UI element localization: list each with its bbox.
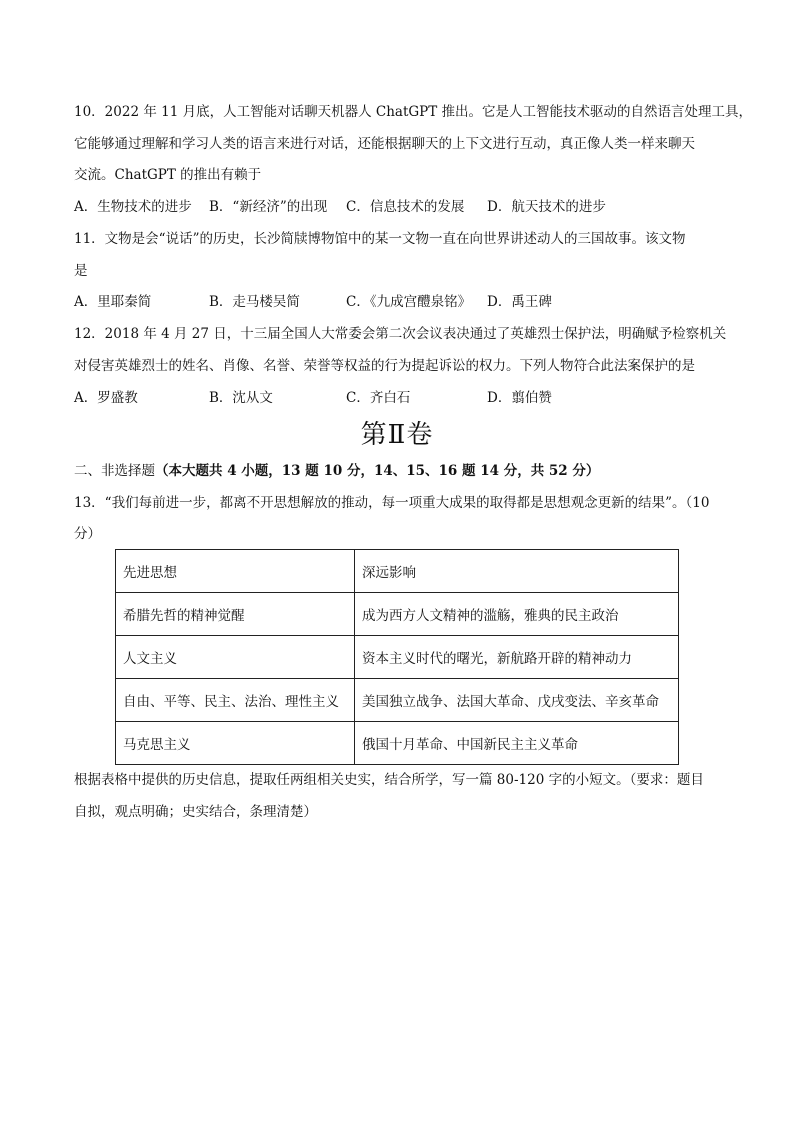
q11-option-b: B．走马楼吴简 — [209, 294, 300, 310]
table-header-row — [116, 550, 679, 593]
q12-option-c: C．齐白石 — [346, 390, 411, 406]
q11-option-a: A．里耶秦简 — [74, 294, 152, 310]
table-header-cell: 先进思想 — [116, 550, 355, 593]
table-cell-impact: 资本主义时代的曙光，新航路开辟的精神动力 — [355, 636, 679, 679]
q11-option-d: D．禹王碑 — [487, 294, 552, 310]
q13-prompt-line-2: 自拟，观点明确；史实结合，条理清楚） — [74, 804, 317, 820]
q12-option-d: D．翦伯赞 — [487, 390, 552, 406]
q10-option-c: C．信息技术的发展 — [346, 199, 465, 215]
section-heading — [74, 462, 599, 480]
table-row — [116, 593, 679, 636]
table-cell-idea: 希腊先哲的精神觉醒 — [116, 593, 355, 636]
q11-option-c: C．《九成宫醴泉铭》 — [346, 294, 472, 310]
q11-stem-line-1: 11．文物是会“说话”的历史，长沙简牍博物馆中的某一文物一直在向世界讲述动人的三国故事。该文物 — [74, 231, 686, 247]
section-note: （本大题共 4 小题，13 题 10 分，14、15、16 题 14 分，共 52 分） — [155, 463, 600, 479]
table-cell-impact: 俄国十月革命、中国新民主主义革命 — [355, 722, 679, 765]
section-label: 二、非选择题 — [74, 463, 155, 479]
q10-option-d: D．航天技术的进步 — [487, 199, 606, 215]
q12-stem-line-2: 对侵害英雄烈士的姓名、肖像、名誉、荣誉等权益的行为提起诉讼的权力。下列人物符合此法案保护的是 — [74, 358, 695, 374]
q10-option-a: A．生物技术的进步 — [74, 199, 192, 215]
q10-stem-line-2: 它能够通过理解和学习人类的语言来进行对话，还能根据聊天的上下文进行互动，真正像人类一样来聊天 — [74, 136, 695, 152]
q13-stem-line-2: 分） — [74, 526, 101, 542]
ideas-table — [115, 549, 679, 765]
q12-stem-line-1: 12．2018 年 4 月 27 日，十三届全国人大常委会第二次会议表决通过了英雄烈士保护法，明确赋予检察机关 — [74, 326, 727, 342]
q13-stem-line-1: 13．“我们每前进一步，都离不开思想解放的推动，每一项重大成果的取得都是思想观念更新的结果”。（10 — [74, 495, 710, 511]
table-cell-idea: 自由、平等、民主、法治、理性主义 — [116, 679, 355, 722]
q12-option-b: B．沈从文 — [209, 390, 273, 406]
q10-stem-line-3: 交流。ChatGPT 的推出有赖于 — [74, 167, 262, 183]
q13-prompt-line-1: 根据表格中提供的历史信息，提取任两组相关史实，结合所学，写一篇 80-120 字的小短文。（要求：题目 — [74, 772, 704, 788]
part-title: 第Ⅱ卷 — [360, 420, 434, 450]
table-cell-impact: 成为西方人文精神的滥觞，雅典的民主政治 — [355, 593, 679, 636]
q10-option-b: B．“新经济”的出现 — [209, 199, 328, 215]
table-header-cell: 深远影响 — [355, 550, 679, 593]
q12-option-a: A．罗盛教 — [74, 390, 138, 406]
table-cell-idea: 人文主义 — [116, 636, 355, 679]
table-cell-idea: 马克思主义 — [116, 722, 355, 765]
table-row — [116, 636, 679, 679]
q10-stem-line-1: 10．2022 年 11 月底，人工智能对话聊天机器人 ChatGPT 推出。它是人工智能技术驱动的自然语言处理工具， — [74, 104, 753, 120]
table-row — [116, 679, 679, 722]
table-cell-impact: 美国独立战争、法国大革命、戊戌变法、辛亥革命 — [355, 679, 679, 722]
table-row — [116, 722, 679, 765]
q11-stem-line-2: 是 — [74, 263, 88, 279]
